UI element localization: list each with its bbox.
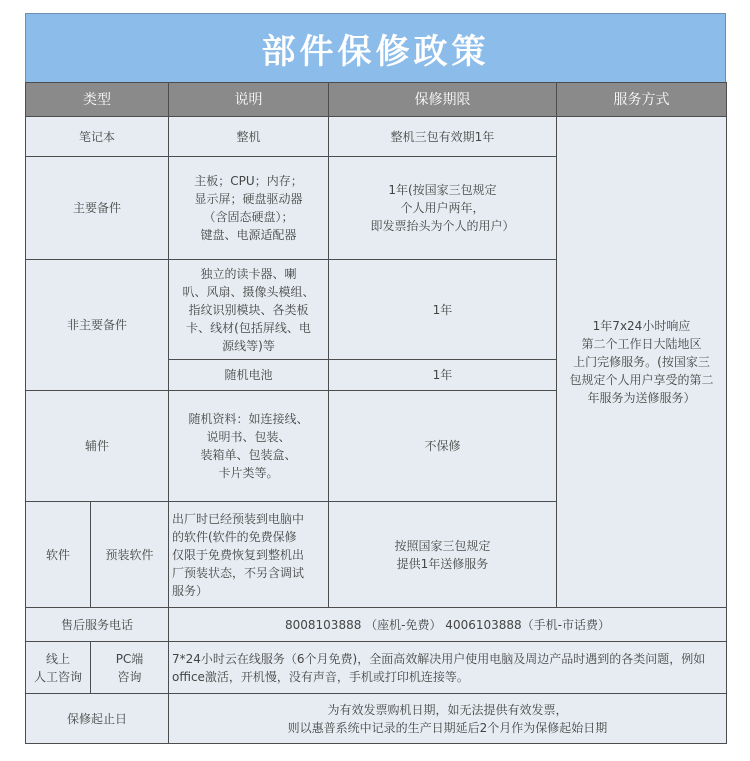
header-row bbox=[26, 83, 727, 117]
hotline-row bbox=[26, 608, 727, 642]
header-type: 类型 bbox=[26, 83, 169, 117]
row-type: 辅件 bbox=[26, 391, 169, 502]
row-desc: 独立的读卡器、喇 叭、风扇、摄像头模组、 指纹识别模块、各类板 卡、线材(包括屏线、电 源线等)等 bbox=[169, 260, 329, 360]
row-type: 笔记本 bbox=[26, 117, 169, 157]
header-period: 保修期限 bbox=[329, 83, 557, 117]
service-method: 1年7x24小时响应 第二个工作日大陆地区 上门完修服务。(按国家三 包规定个人用户享受的第二 年服务为送修服务） bbox=[557, 117, 727, 608]
row-desc: 随机资料：如连接线、 说明书、包装、 装箱单、包装盒、 卡片类等。 bbox=[169, 391, 329, 502]
header-service: 服务方式 bbox=[557, 83, 727, 117]
hotline-label: 售后服务电话 bbox=[26, 608, 169, 642]
table-row bbox=[26, 117, 727, 157]
row-period: 1年 bbox=[329, 260, 557, 360]
warranty-policy bbox=[25, 13, 726, 744]
row-desc: 出厂时已经预装到电脑中 的软件(软件的免费保修 仅限于免费恢复到整机出 厂预装状态，不另含调试 服务） bbox=[169, 502, 329, 608]
row-type: 主要备件 bbox=[26, 157, 169, 260]
row-period: 按照国家三包规定 提供1年送修服务 bbox=[329, 502, 557, 608]
page-title: 部件保修政策 bbox=[25, 13, 726, 82]
row-desc: 主板；CPU；内存； 显示屏；硬盘驱动器 （含固态硬盘）； 键盘、电源适配器 bbox=[169, 157, 329, 260]
row-subtype: 预装软件 bbox=[91, 502, 169, 608]
warranty-table bbox=[25, 82, 727, 744]
row-type: 非主要备件 bbox=[26, 260, 169, 391]
online-sublabel: PC端 咨询 bbox=[91, 642, 169, 694]
online-value: 7*24小时云在线服务（6个月免费)，全面高效解决用户使用电脑及周边产品时遇到的各类问题，例如office激活，开机慢，没有声音，手机或打印机连接等。 bbox=[169, 642, 727, 694]
start-value: 为有效发票购机日期，如无法提供有效发票， 则以惠普系统中记录的生产日期延后2个月作为保修起始日期 bbox=[169, 694, 727, 744]
hotline-value: 8008103888 （座机-免费） 4006103888（手机-市话费） bbox=[169, 608, 727, 642]
start-label: 保修起止日 bbox=[26, 694, 169, 744]
online-label: 线上 人工咨询 bbox=[26, 642, 91, 694]
header-desc: 说明 bbox=[169, 83, 329, 117]
row-period: 整机三包有效期1年 bbox=[329, 117, 557, 157]
start-row bbox=[26, 694, 727, 744]
row-period: 不保修 bbox=[329, 391, 557, 502]
row-type: 软件 bbox=[26, 502, 91, 608]
online-row bbox=[26, 642, 727, 694]
row-desc: 随机电池 bbox=[169, 360, 329, 391]
row-period: 1年 bbox=[329, 360, 557, 391]
row-period: 1年(按国家三包规定 个人用户两年， 即发票抬头为个人的用户） bbox=[329, 157, 557, 260]
row-desc: 整机 bbox=[169, 117, 329, 157]
